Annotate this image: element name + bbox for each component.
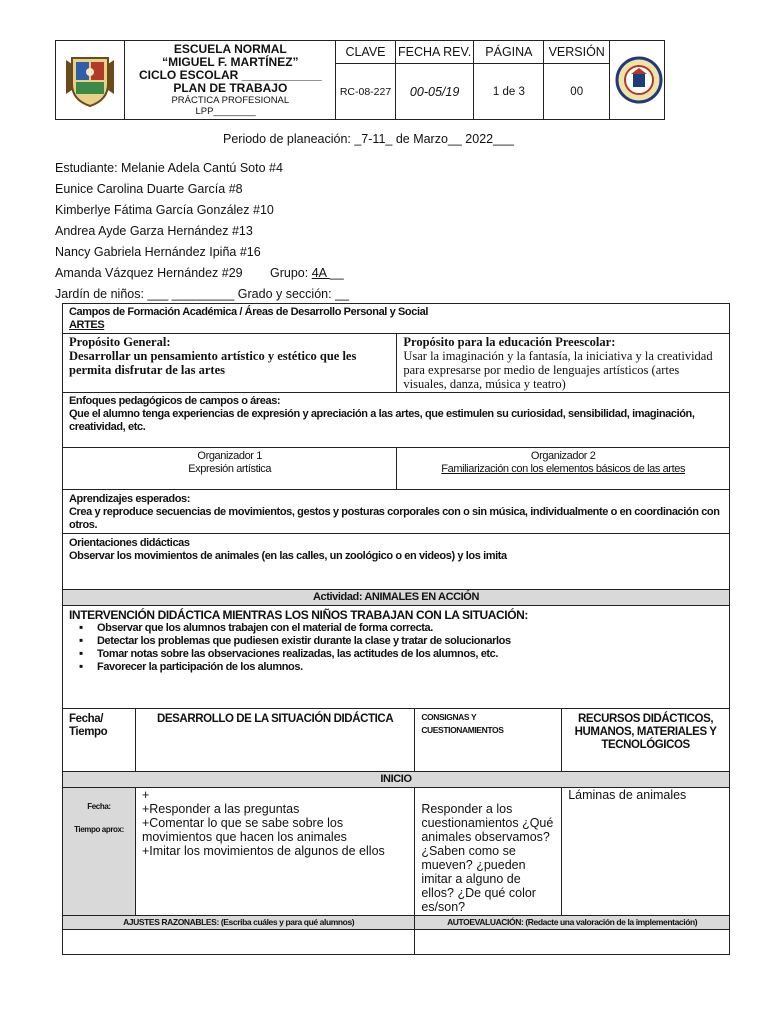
organizador-1-cell — [63, 448, 397, 490]
enfoques-text: Que el alumno tenga experiencias de expresión y apreciación a las artes, que estimulen su curiosidad, sensibilidad, imaginación, creatividad, etc. — [69, 408, 695, 433]
intervencion-label: INTERVENCIÓN DIDÁCTICA MIENTRAS LOS NIÑOS TRABAJAN CON LA SITUACIÓN: — [69, 608, 529, 622]
orientaciones-label: Orientaciones didácticas — [69, 537, 190, 549]
organizador-2-label: Organizador 2 — [530, 450, 596, 462]
version-value: 00 — [544, 64, 610, 120]
practice-label: PRÁCTICA PROFESIONAL — [171, 95, 290, 106]
fecha-small-label: Fecha: — [87, 802, 111, 811]
tiempo-small-label: Tiempo aprox: — [74, 825, 124, 834]
organizador-1-value: Expresión artística — [188, 463, 272, 475]
recursos-cell: Láminas de animales — [562, 788, 730, 916]
planning-period: Periodo de planeación: _7-11_ de Marzo__ 2022___ — [223, 132, 514, 146]
ajustes-input-cell[interactable] — [63, 930, 415, 955]
intervencion-list — [69, 622, 723, 674]
school-cycle: CICLO ESCOLAR ____________ — [138, 68, 322, 82]
autoevaluacion-header: AUTOEVALUACIÓN: (Redacte una valoración de la implementación) — [415, 916, 730, 930]
col-consignas: CONSIGNAS Y CUESTIONAMIENTOS — [415, 709, 562, 772]
school-seal-logo — [614, 55, 664, 105]
clave-value: RC-08-227 — [336, 64, 396, 120]
autoevaluacion-input-cell[interactable] — [415, 930, 730, 955]
group-label: Grupo: — [270, 266, 309, 280]
desarrollo-line: +Imitar los movimientos de algunos de ellos — [141, 844, 385, 858]
organizador-1-label: Organizador 1 — [197, 450, 262, 462]
aprendizajes-cell — [63, 490, 730, 534]
consignas-cell: Responder a los cuestionamientos ¿Qué animales observamos? ¿Saben como se mueven? ¿pueden imitar a alguno de ellos? ¿De qué color es/son? — [415, 788, 562, 916]
left-logo-cell — [56, 41, 125, 120]
lpp-label: LPP________ — [195, 106, 256, 117]
proposito-preescolar-cell — [397, 334, 730, 393]
student-1: Estudiante: Melanie Adela Cantú Soto #4 — [55, 161, 283, 175]
col-fecha-tiempo: Fecha/ Tiempo — [63, 709, 136, 772]
student-6: Amanda Vázquez Hernández #29 — [55, 266, 243, 280]
proposito-preescolar-text: Usar la imaginación y la fantasía, la iniciativa y la creatividad para expresarse por medio de lenguajes artísticos (artes visuales, danza, música y teatro) — [403, 349, 713, 391]
campos-value: ARTES — [69, 319, 105, 331]
pagina-value: 1 de 3 — [474, 64, 544, 120]
aprendizajes-label: Aprendizajes esperados: — [69, 493, 191, 505]
student-2: Eunice Carolina Duarte García #8 — [55, 182, 243, 196]
group-line — [270, 266, 344, 280]
organizador-2-cell — [397, 448, 730, 490]
enfoques-cell — [63, 393, 730, 448]
document-header — [55, 40, 665, 120]
fecha-rev-value: 00-05/19 — [395, 64, 474, 120]
desarrollo-line: +Comentar lo que se sabe sobre los movimientos que hacen los animales — [141, 816, 347, 844]
campos-label: Campos de Formación Académica / Áreas de Desarrollo Personal y Social — [69, 306, 428, 318]
col-version-label: VERSIÓN — [544, 41, 610, 64]
col-recursos: RECURSOS DIDÁCTICOS, HUMANOS, MATERIALES Y TECNOLÓGICOS — [562, 709, 730, 772]
planning-table — [62, 303, 730, 955]
col-pagina-label: PÁGINA — [474, 41, 544, 64]
intervencion-item: ▪ Observar que los alumnos trabajen con el material de forma correcta. — [97, 622, 723, 635]
intervencion-cell — [63, 606, 730, 709]
fecha-tiempo-cell — [63, 788, 136, 916]
activity-title: Actividad: ANIMALES EN ACCIÓN — [63, 590, 730, 606]
intervencion-item: ▪ Tomar notas sobre las observaciones realizadas, las actitudes de los alumnos, etc. — [97, 648, 723, 661]
inicio-header: INICIO — [63, 772, 730, 788]
intervencion-item: ▪ Detectar los problemas que pudiesen existir durante la clase y tratar de solucionarlos — [97, 635, 723, 648]
enfoques-label: Enfoques pedagógicos de campos o áreas: — [69, 395, 281, 407]
intervencion-item: ▪ Favorecer la participación de los alumnos. — [97, 661, 723, 674]
group-value: 4A — [311, 266, 330, 280]
orientaciones-text: Observar los movimientos de animales (en las calles, un zoológico o en videos) y los imita — [69, 550, 507, 562]
group-tail: __ — [329, 266, 344, 280]
student-5: Nancy Gabriela Hernández Ipiña #16 — [55, 245, 261, 259]
school-name-cell — [125, 41, 336, 120]
plan-title: PLAN DE TRABAJO — [173, 81, 288, 95]
campos-cell — [63, 304, 730, 334]
student-4: Andrea Ayde Garza Hernández #13 — [55, 224, 253, 238]
school-name-line2: “MIGUEL F. MARTÍNEZ” — [162, 55, 299, 69]
proposito-general-text: Desarrollar un pensamiento artístico y estético que les permita disfrutar de las artes — [69, 349, 357, 377]
desarrollo-cell — [135, 788, 414, 916]
kindergarten-line: Jardín de niños: ___ _________ Grado y sección: __ — [55, 287, 349, 301]
col-clave-label: CLAVE — [336, 41, 396, 64]
desarrollo-line: +Responder a las preguntas — [141, 802, 300, 816]
student-3: Kimberlye Fátima García González #10 — [55, 203, 274, 217]
state-coat-of-arms-logo — [60, 50, 120, 110]
proposito-general-label: Propósito General: — [69, 335, 171, 349]
proposito-preescolar-label: Propósito para la educación Preescolar: — [403, 335, 616, 349]
organizador-2-value: Familiarización con los elementos básicos de las artes — [441, 463, 686, 475]
desarrollo-line: + — [141, 788, 150, 802]
aprendizajes-text: Crea y reproduce secuencias de movimientos, gestos y posturas corporales con o sin música, individualmente o en coordinación con otros. — [69, 506, 720, 531]
orientaciones-cell — [63, 534, 730, 590]
right-logo-cell — [609, 41, 664, 120]
col-desarrollo: DESARROLLO DE LA SITUACIÓN DIDÁCTICA — [135, 709, 414, 772]
col-fecha-rev-label: FECHA REV. — [395, 41, 474, 64]
ajustes-header: AJUSTES RAZONABLES: (Escriba cuáles y para qué alumnos) — [63, 916, 415, 930]
proposito-general-cell — [63, 334, 397, 393]
school-name-line1: ESCUELA NORMAL — [173, 42, 287, 56]
